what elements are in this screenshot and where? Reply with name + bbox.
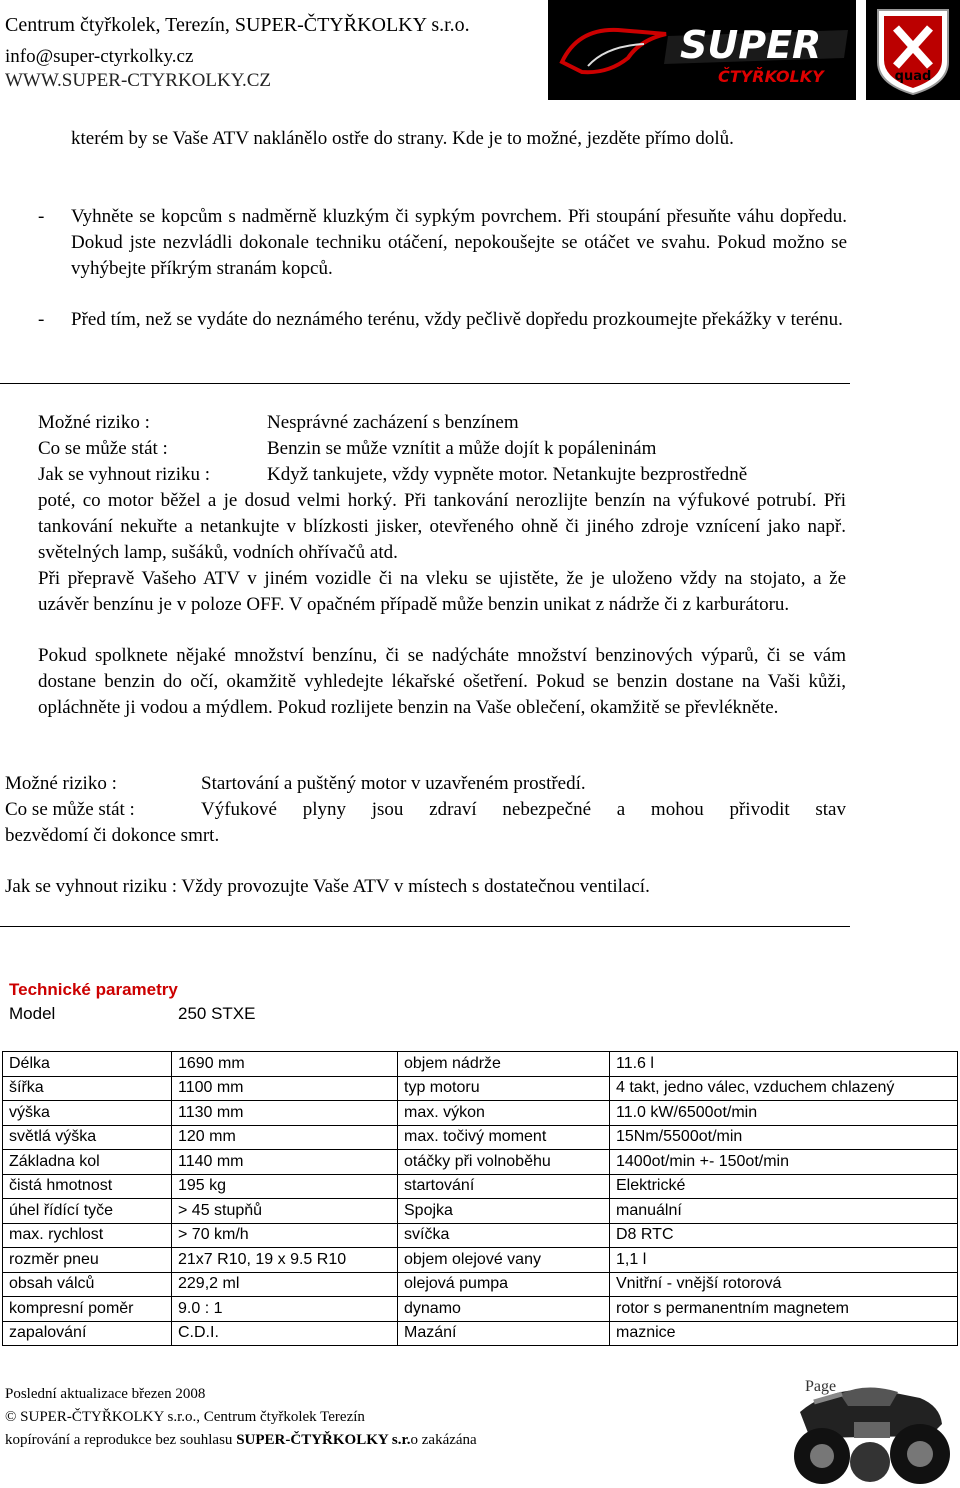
bullet-slopes: Vyhněte se kopcům s nadměrně kluzkým či sypkým povrchem. Při stoupání přesuňte váhu dopředu. Dokud jste nezvládli dokonale techniku otáčení, nepokoušejte se otáčet ve svahu. Pokud možno se vyhýbejte příkrým stranám kopců. xyxy=(71,206,847,279)
spec-param-name: startování xyxy=(398,1174,610,1199)
spec-row xyxy=(3,1076,958,1101)
quad-badge-logo xyxy=(866,0,960,100)
logo-subtext: ČTYŘKOLKY xyxy=(718,67,824,86)
section-divider xyxy=(0,383,850,384)
spec-param-value: > 70 km/h xyxy=(172,1223,398,1248)
spec-param-name: Délka xyxy=(3,1052,172,1077)
risk1-transport-paragraph: Při přepravě Vašeho ATV v jiném vozidle či na vleku se ujistěte, že je uloženo vždy na stojato, a že uzávěr benzínu je v poloze OFF. V opačném případě může benzin unikat z nádrže či z karburátoru. xyxy=(38,568,846,615)
super-ctyrkolky-logo xyxy=(548,0,856,100)
spec-param-name: čistá hmotnost xyxy=(3,1174,172,1199)
spec-row xyxy=(3,1297,958,1322)
spec-param-name: Základna kol xyxy=(3,1150,172,1175)
risk1-avoid-continued: poté, co motor běžel a je dosud velmi horký. Při tankování nerozlijte benzín na výfukové potrubí. Při tankování nekuřte a netankujte v blízkosti jisker, otevřeného ohně či jiného zdroje vznícení jako např. světelných lamp, sušáků, vodních ohřívačů atd. xyxy=(38,490,846,563)
spec-param-value: maznice xyxy=(610,1321,958,1346)
spec-param-name: typ motoru xyxy=(398,1076,610,1101)
spec-param-value: 1690 mm xyxy=(172,1052,398,1077)
spec-param-name: max. výkon xyxy=(398,1101,610,1126)
spec-param-value: D8 RTC xyxy=(610,1223,958,1248)
risk2-row-risk xyxy=(5,771,850,797)
risk2-label-what: Co se může stát : xyxy=(5,799,135,820)
spec-param-value: 9.0 : 1 xyxy=(172,1297,398,1322)
spec-row xyxy=(3,1223,958,1248)
spec-param-name: dynamo xyxy=(398,1297,610,1322)
spec-param-name: obsah válců xyxy=(3,1272,172,1297)
spec-row xyxy=(3,1248,958,1273)
footer-copy-suffix: o zakázána xyxy=(410,1432,477,1448)
risk2-value-what: Výfukové plyny jsou zdraví nebezpečné a mohou přivodit stav xyxy=(201,799,846,820)
header-company: Centrum čtyřkolek, Terezín, SUPER-ČTYŘKOLKY s.r.o. xyxy=(5,14,470,36)
spec-table-body xyxy=(3,1052,958,1346)
logo-graphic xyxy=(548,0,856,100)
spec-param-name: Mazání xyxy=(398,1321,610,1346)
spec-row xyxy=(3,1321,958,1346)
spec-param-name: olejová pumpa xyxy=(398,1272,610,1297)
model-label: Model xyxy=(9,1004,56,1023)
footer-copy-bold: SUPER-ČTYŘKOLKY s.r. xyxy=(236,1432,411,1448)
bullet-marker: - xyxy=(38,206,45,227)
spec-param-name: světlá výška xyxy=(3,1125,172,1150)
spec-param-value: Vnitřní - vnější rotorová xyxy=(610,1272,958,1297)
spec-row xyxy=(3,1052,958,1077)
footer-updated: Poslední aktualizace březen 2008 xyxy=(5,1386,206,1402)
header-website: WWW.SUPER-CTYRKOLKY.CZ xyxy=(5,70,272,91)
spec-param-name: svíčka xyxy=(398,1223,610,1248)
risk2-avoid-line: Jak se vyhnout riziku : Vždy provozujte Vaše ATV v místech s dostatečnou ventilací. xyxy=(5,876,650,897)
spec-row xyxy=(3,1150,958,1175)
quad-badge-graphic xyxy=(866,0,960,100)
risk1-first-aid-paragraph: Pokud spolknete nějaké množství benzínu, či se nadýcháte množství benzinových výparů, či se vám dostane benzin do očí, okamžitě vyhledejte lékařské ošetření. Pokud se benzin dostane na Vaši kůži, opláchněte ji vodou a mýdlem. Pokud rozlijete benzin na Vaše oblečení, okamžitě se převlékněte. xyxy=(38,645,846,718)
atv-graphic xyxy=(770,1372,960,1488)
risk1-label-avoid: Jak se vyhnout riziku : xyxy=(38,464,211,485)
spec-param-value: C.D.I. xyxy=(172,1321,398,1346)
spec-row xyxy=(3,1199,958,1224)
spec-param-value: 11.0 kW/6500ot/min xyxy=(610,1101,958,1126)
spec-param-value: 1,1 l xyxy=(610,1248,958,1273)
risk2-label-risk: Možné riziko : xyxy=(5,773,117,794)
footer-copyright: © SUPER-ČTYŘKOLKY s.r.o., Centrum čtyřkolek Terezín xyxy=(5,1409,365,1425)
atv-photo xyxy=(770,1372,960,1488)
spec-param-value: 11.6 l xyxy=(610,1052,958,1077)
spec-param-name: objem nádrže xyxy=(398,1052,610,1077)
spec-param-name: úhel řídící tyče xyxy=(3,1199,172,1224)
spec-param-value: 1130 mm xyxy=(172,1101,398,1126)
model-value: 250 STXE xyxy=(178,1004,256,1023)
spec-param-name: max. točivý moment xyxy=(398,1125,610,1150)
risk1-row-avoid xyxy=(38,462,848,488)
spec-param-value: 229,2 ml xyxy=(172,1272,398,1297)
risk1-row-risk xyxy=(38,410,848,436)
risk1-label-risk: Možné riziko : xyxy=(38,412,150,433)
spec-row xyxy=(3,1101,958,1126)
spec-param-name: zapalování xyxy=(3,1321,172,1346)
spec-param-value: 15Nm/5500ot/min xyxy=(610,1125,958,1150)
spec-param-name: max. rychlost xyxy=(3,1223,172,1248)
spec-param-value: 1100 mm xyxy=(172,1076,398,1101)
spec-row xyxy=(3,1125,958,1150)
spec-param-name: rozměr pneu xyxy=(3,1248,172,1273)
logo-text: SUPER xyxy=(680,23,822,67)
spec-param-value: 21x7 R10, 19 x 9.5 R10 xyxy=(172,1248,398,1273)
spec-param-name: výška xyxy=(3,1101,172,1126)
footer-copy-prefix: kopírování a reprodukce bez souhlasu xyxy=(5,1432,237,1448)
spec-row xyxy=(3,1272,958,1297)
risk1-value-what: Benzin se může vznítit a může dojít k popáleninám xyxy=(267,438,657,459)
spec-param-value: 1400ot/min +- 150ot/min xyxy=(610,1150,958,1175)
risk1-row-what xyxy=(38,436,848,462)
spec-param-value: manuální xyxy=(610,1199,958,1224)
continuation-paragraph: kterém by se Vaše ATV naklánělo ostře do strany. Kde je to možné, jezděte přímo dolů. xyxy=(71,128,734,149)
page-label: Page xyxy=(805,1378,837,1395)
risk2-what-continued: bezvědomí či dokonce smrt. xyxy=(5,825,220,846)
spec-param-value: rotor s permanentním magnetem xyxy=(610,1297,958,1322)
spec-param-value: 1140 mm xyxy=(172,1150,398,1175)
spec-param-name: otáčky při volnoběhu xyxy=(398,1150,610,1175)
bullet-marker: - xyxy=(38,309,45,330)
spec-param-name: šířka xyxy=(3,1076,172,1101)
spec-param-value: 120 mm xyxy=(172,1125,398,1150)
spec-param-value: 195 kg xyxy=(172,1174,398,1199)
tech-params-title: Technické parametry xyxy=(9,980,178,999)
quad-badge-text: quad xyxy=(894,69,932,84)
spec-param-value: Elektrické xyxy=(610,1174,958,1199)
spec-param-name: objem olejové vany xyxy=(398,1248,610,1273)
risk1-value-avoid: Když tankujete, vždy vypněte motor. Netankujte bezprostředně xyxy=(267,464,748,485)
spec-param-value: > 45 stupňů xyxy=(172,1199,398,1224)
spec-param-name: Spojka xyxy=(398,1199,610,1224)
footer-copy-notice xyxy=(5,1429,477,1451)
risk1-label-what: Co se může stát : xyxy=(38,438,168,459)
risk1-value-risk: Nesprávné zacházení s benzínem xyxy=(267,412,519,433)
spec-row xyxy=(3,1174,958,1199)
risk2-row-what xyxy=(5,797,850,823)
spec-table xyxy=(2,1051,958,1346)
header-email: info@super-ctyrkolky.cz xyxy=(5,46,194,67)
section-divider xyxy=(0,926,850,927)
bullet-terrain: Před tím, než se vydáte do neznámého terénu, vždy pečlivě dopředu prozkoumejte překážky v terénu. xyxy=(71,309,843,330)
spec-param-name: kompresní poměr xyxy=(3,1297,172,1322)
risk2-value-risk: Startování a puštěný motor v uzavřeném prostředí. xyxy=(201,773,586,794)
spec-param-value: 4 takt, jedno válec, vzduchem chlazený xyxy=(610,1076,958,1101)
